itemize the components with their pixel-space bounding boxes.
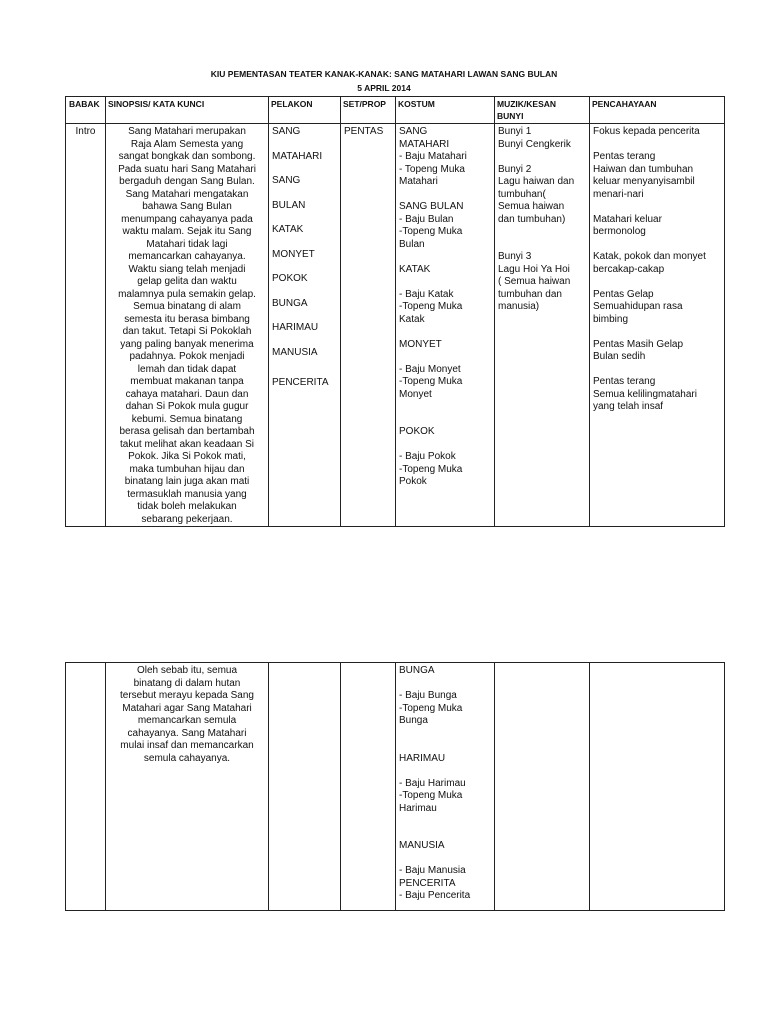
pelakon-name: MATAHARI (272, 150, 323, 162)
sinopsis-line: tidak boleh melakukan (137, 501, 237, 512)
pelakon-name: SANG (272, 175, 301, 186)
kostum-line: -Topeng Muka (399, 463, 463, 475)
sinopsis-line: Matahari agar Sang Matahari (122, 702, 252, 714)
muzik-line: Bunyi 2 (498, 163, 532, 175)
kostum-line: Matahari (399, 176, 438, 187)
pelakon-name: HARIMAU (272, 322, 319, 333)
kostum-line: SANG BULAN (399, 201, 464, 212)
line-gap (498, 151, 586, 164)
kostum-line: MONYET (399, 338, 442, 350)
schedule-table-2 (65, 662, 725, 911)
sinopsis-line: yang paling banyak menerima (120, 338, 254, 350)
muzik-line: Lagu haiwan dan (498, 176, 575, 187)
line-gap (399, 401, 491, 414)
pencahayaan-line: Pentas Masih Gelap (593, 338, 684, 350)
pencahayaan-line: Matahari keluar (593, 213, 662, 225)
document-title: KIU PEMENTASAN TEATER KANAK-KANAK: SANG MATAHARI LAWAN SANG BULAN (210, 69, 558, 79)
cell-kostum (396, 124, 495, 527)
kostum-line: - Baju Pencerita (399, 890, 471, 901)
line-gap (399, 678, 491, 691)
sinopsis-line: Pokok. Jika Si Pokok mati, (128, 451, 246, 462)
pencahayaan-line: Fokus kepada pencerita (593, 126, 700, 137)
muzik-line: tumbuhan dan (498, 288, 562, 300)
line-gap (593, 239, 721, 252)
kostum-line: BUNGA (399, 665, 435, 676)
table-row (66, 124, 725, 527)
kostum-line: KATAK (399, 263, 431, 275)
sinopsis-line: cahayanya. Sang Matahari (127, 727, 247, 739)
line-gap (399, 815, 491, 828)
pelakon-name: BULAN (272, 199, 306, 211)
sinopsis-line: kebumi. Semua binatang (131, 413, 243, 425)
line-gap (399, 853, 491, 866)
kostum-line: MATAHARI (399, 138, 450, 150)
kostum-line: - Baju Katak (399, 288, 454, 300)
sinopsis-line: gelap gelita dan waktu (137, 276, 237, 287)
schedule-table-1 (65, 96, 725, 527)
pencahayaan-line: menari-nari (593, 188, 644, 200)
header-muzik-line1: MUZIK/KESAN (497, 99, 557, 109)
kostum-line: - Topeng Muka (399, 163, 465, 175)
kostum-line: - Baju Bunga (399, 690, 457, 701)
cell-babak: Intro (66, 124, 106, 527)
sinopsis-line: Raja Alam Semesta yang (130, 138, 244, 150)
header-sinopsis: SINOPSIS/ KATA KUNCI (106, 97, 269, 124)
line-gap (399, 414, 491, 427)
kostum-line: -Topeng Muka (399, 790, 463, 801)
header-kostum: KOSTUM (396, 97, 495, 124)
muzik-line: Lagu Hoi Ya Hoi (498, 263, 570, 275)
pencahayaan-line: Pentas terang (593, 151, 656, 162)
sinopsis-line: bahawa Sang Bulan (142, 201, 232, 212)
pencahayaan-line: Pentas terang (593, 376, 656, 387)
sinopsis-line: lemah dan tidak dapat (137, 363, 237, 375)
sinopsis-line: waktu malam. Sejak itu Sang (122, 226, 252, 237)
pelakon-name: BUNGA (272, 297, 308, 309)
kostum-line: Bulan (399, 238, 425, 250)
header-muzik-line2: BUNYI (497, 111, 524, 121)
sinopsis-line: tersebut merayu kepada Sang (120, 690, 254, 701)
pelakon-name: SANG (272, 126, 301, 137)
line-gap (593, 326, 721, 339)
muzik-line: manusia) (498, 301, 540, 312)
sinopsis-line: memancarkan cahayanya. (128, 251, 246, 262)
kostum-line: -Topeng Muka (399, 301, 463, 312)
kostum-line: - Baju Manusia (399, 865, 466, 876)
kostum-line: SANG (399, 126, 428, 137)
sinopsis-line: maka tumbuhan hijau dan (129, 463, 245, 475)
sinopsis-line: semula cahayanya. (143, 752, 231, 764)
cell-pelakon (269, 124, 341, 527)
document-date: 5 APRIL 2014 (357, 83, 411, 93)
cell-setprop-empty (341, 663, 396, 911)
kostum-line: MANUSIA (399, 840, 445, 851)
kostum-line: -Topeng Muka (399, 376, 463, 387)
header-muzik (495, 97, 590, 124)
kostum-line: - Baju Matahari (399, 151, 467, 162)
sinopsis-line: cahaya matahari. Daun dan (125, 388, 249, 400)
pelakon-name: POKOK (272, 273, 308, 284)
header-pelakon: PELAKON (269, 97, 341, 124)
line-gap (399, 765, 491, 778)
kostum-line: -Topeng Muka (399, 226, 463, 237)
kostum-line: Bunga (399, 715, 428, 726)
sinopsis-line: Waktu siang telah menjadi (128, 263, 246, 275)
pencahayaan-line: keluar menyanyisambil (593, 176, 695, 187)
line-gap (399, 276, 491, 289)
sinopsis-line: Pada suatu hari Sang Matahari (118, 163, 256, 175)
pencahayaan-line: yang telah insaf (593, 401, 664, 412)
muzik-line: Semua haiwan (498, 201, 565, 212)
muzik-line: Bunyi 1 (498, 126, 532, 137)
kostum-line: - Baju Bulan (399, 213, 454, 225)
line-gap (498, 226, 586, 239)
pencahayaan-line: bimbing (593, 313, 629, 325)
pencahayaan-line: Pentas Gelap (593, 288, 654, 300)
muzik-line: tumbuhan( (498, 188, 546, 200)
sinopsis-line: Sang Matahari mengatakan (125, 188, 249, 200)
line-gap (593, 276, 721, 289)
cell-pelakon-empty (269, 663, 341, 911)
sinopsis-line: Semua binatang di alam (133, 301, 241, 312)
sinopsis-line: dan takut. Tetapi Si Pokoklah (122, 326, 252, 337)
line-gap (399, 740, 491, 753)
muzik-line: Bunyi Cengkerik (498, 138, 571, 150)
sinopsis-line: memancarkan semula (137, 715, 237, 726)
cell-kostum (396, 663, 495, 911)
cell-setprop: PENTAS (341, 124, 396, 527)
kostum-line: Katak (399, 313, 425, 325)
kostum-line: HARIMAU (399, 752, 446, 764)
sinopsis-line: semesta itu berasa bimbang (124, 313, 250, 325)
sinopsis-line: Matahari tidak lagi (146, 238, 228, 250)
sinopsis-line: binatang lain juga akan mati (124, 476, 250, 487)
sinopsis-line: menumpang cahayanya pada (121, 213, 253, 225)
cell-pencahayaan (590, 124, 725, 527)
sinopsis-line: Sang Matahari merupakan (128, 126, 246, 137)
sinopsis-line: sangat bongkak dan sombong. (118, 151, 256, 162)
sinopsis-line: mulai insaf dan memancarkan (120, 740, 254, 751)
pencahayaan-line: Haiwan dan tumbuhan (593, 163, 694, 175)
sinopsis-line: binatang di dalam hutan (133, 677, 241, 689)
line-gap (593, 201, 721, 214)
pelakon-name: MANUSIA (272, 346, 318, 358)
header-babak: BABAK (66, 97, 106, 124)
kostum-line: POKOK (399, 426, 435, 437)
pencahayaan-line: Katak, pokok dan monyet (593, 251, 706, 262)
sinopsis-line: sebarang pekerjaan. (141, 513, 233, 525)
line-gap (498, 239, 586, 252)
pelakon-name: PENCERITA (272, 377, 329, 388)
sinopsis-line: berasa gelisah dan bertambah (119, 426, 255, 437)
header-pencahayaan: PENCAHAYAAN (590, 97, 725, 124)
header-setprop: SET/PROP (341, 97, 396, 124)
kostum-line: Monyet (399, 388, 432, 400)
kostum-line: - Baju Pokok (399, 451, 456, 462)
line-gap (593, 364, 721, 377)
cell-sinopsis (106, 663, 269, 911)
sinopsis-line: malamnya pula semakin gelap. (118, 288, 256, 300)
pencahayaan-line: Bulan sedih (593, 351, 646, 362)
cell-muzik-empty (495, 663, 590, 911)
sinopsis-line: dahan Si Pokok mula gugur (125, 401, 249, 412)
kostum-line: -Topeng Muka (399, 702, 463, 714)
line-gap (399, 728, 491, 741)
sinopsis-line: takut melihat akan keadaan Si (120, 438, 254, 450)
kostum-line: Pokok (399, 476, 427, 487)
sinopsis-line: membuat makanan tanpa (130, 376, 244, 387)
kostum-line: - Baju Monyet (399, 363, 461, 375)
sinopsis-line: bergaduh dengan Sang Bulan. (119, 176, 255, 187)
muzik-line: dan tumbuhan) (498, 213, 566, 225)
line-gap (593, 139, 721, 152)
cell-babak-empty (66, 663, 106, 911)
pencahayaan-line: Semuahidupan rasa (593, 301, 683, 312)
pencahayaan-line: bercakap-cakap (593, 263, 665, 275)
table-row (66, 663, 725, 911)
kostum-line: - Baju Harimau (399, 777, 466, 789)
sinopsis-line: padahnya. Pokok menjadi (129, 351, 245, 362)
line-gap (399, 439, 491, 452)
muzik-line: Bunyi 3 (498, 251, 532, 262)
line-gap (399, 351, 491, 364)
kostum-line: Harimau (399, 802, 437, 814)
line-gap (399, 251, 491, 264)
cell-sinopsis (106, 124, 269, 527)
header-row (66, 97, 725, 124)
muzik-line: ( Semua haiwan (498, 276, 571, 287)
cell-muzik (495, 124, 590, 527)
sinopsis-line: termasuklah manusia yang (127, 488, 247, 500)
pencahayaan-line: bermonolog (593, 226, 646, 237)
pencahayaan-line: Semua kelilingmatahari (593, 388, 697, 400)
sinopsis-line: Oleh sebab itu, semua (136, 665, 238, 676)
line-gap (399, 189, 491, 202)
kostum-line: PENCERITA (399, 877, 456, 889)
line-gap (399, 326, 491, 339)
pelakon-name: KATAK (272, 224, 304, 235)
pelakon-name: MONYET (272, 248, 315, 260)
cell-pencahayaan-empty (590, 663, 725, 911)
line-gap (399, 828, 491, 841)
